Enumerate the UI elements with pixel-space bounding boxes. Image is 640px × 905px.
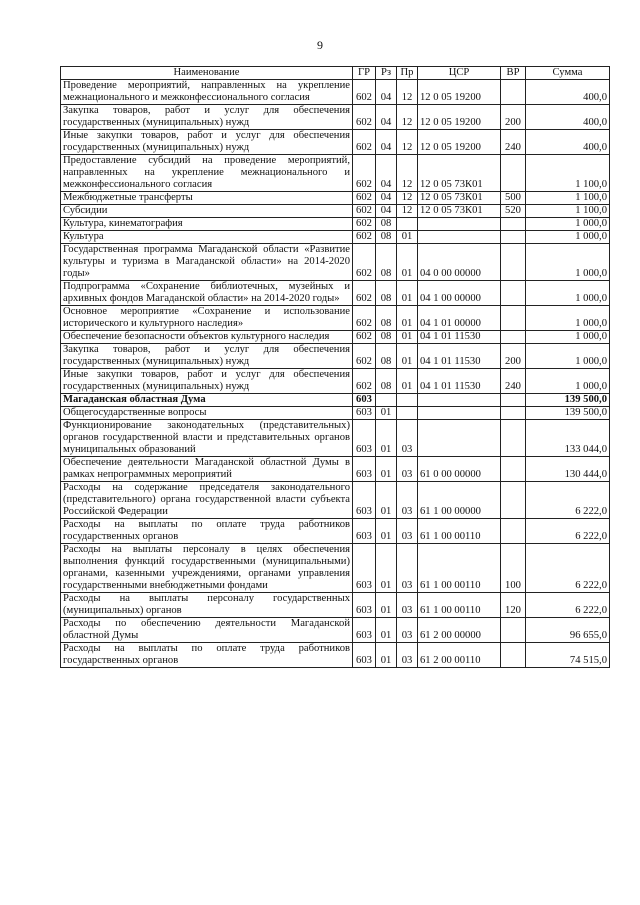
row-name: Расходы на выплаты по оплате труда работников государственных органов xyxy=(61,643,353,668)
row-rz: 01 xyxy=(376,407,397,420)
table-row xyxy=(61,80,610,105)
row-sum: 1 100,0 xyxy=(526,155,610,192)
row-csr xyxy=(418,420,501,457)
row-vr xyxy=(501,618,526,643)
row-sum: 1 100,0 xyxy=(526,192,610,205)
row-gr: 602 xyxy=(353,281,376,306)
row-pr: 01 xyxy=(397,244,418,281)
row-sum: 1 100,0 xyxy=(526,205,610,218)
header-csr: ЦСР xyxy=(418,67,501,80)
row-csr xyxy=(418,218,501,231)
row-name: Расходы на выплаты персоналу государственных (муниципальных) органов xyxy=(61,593,353,618)
row-pr: 03 xyxy=(397,519,418,544)
row-rz xyxy=(376,394,397,407)
row-pr: 12 xyxy=(397,130,418,155)
row-sum: 6 222,0 xyxy=(526,482,610,519)
row-vr xyxy=(501,643,526,668)
row-gr: 603 xyxy=(353,519,376,544)
row-csr: 61 2 00 00000 xyxy=(418,618,501,643)
row-gr: 603 xyxy=(353,618,376,643)
table-row xyxy=(61,407,610,420)
row-name: Расходы на выплаты персоналу в целях обеспечения выполнения функций государственными (муниципальными) органами, казенными учреждениями, органами управления государственными внебюджетными фондами xyxy=(61,544,353,593)
row-gr: 602 xyxy=(353,105,376,130)
row-csr: 61 2 00 00110 xyxy=(418,643,501,668)
table-row xyxy=(61,306,610,331)
row-gr: 602 xyxy=(353,331,376,344)
row-vr xyxy=(501,80,526,105)
row-pr: 12 xyxy=(397,205,418,218)
row-rz: 01 xyxy=(376,420,397,457)
table-row xyxy=(61,457,610,482)
row-rz: 01 xyxy=(376,643,397,668)
row-rz: 01 xyxy=(376,519,397,544)
table-row xyxy=(61,155,610,192)
row-rz: 08 xyxy=(376,231,397,244)
row-csr: 61 1 00 00110 xyxy=(418,544,501,593)
header-vr: ВР xyxy=(501,67,526,80)
row-sum: 1 000,0 xyxy=(526,369,610,394)
header-gr: ГР xyxy=(353,67,376,80)
row-rz: 01 xyxy=(376,482,397,519)
row-vr xyxy=(501,306,526,331)
row-name: Культура, кинематография xyxy=(61,218,353,231)
row-csr: 04 1 00 00000 xyxy=(418,281,501,306)
row-vr xyxy=(501,231,526,244)
row-rz: 04 xyxy=(376,80,397,105)
table-row xyxy=(61,130,610,155)
row-rz: 08 xyxy=(376,281,397,306)
row-name: Закупка товаров, работ и услуг для обеспечения государственных (муниципальных) нужд xyxy=(61,105,353,130)
row-csr: 12 0 05 73К01 xyxy=(418,192,501,205)
row-vr xyxy=(501,482,526,519)
row-csr: 04 0 00 00000 xyxy=(418,244,501,281)
row-csr: 04 1 01 11530 xyxy=(418,369,501,394)
row-rz: 04 xyxy=(376,205,397,218)
header-pr: Пр xyxy=(397,67,418,80)
row-pr xyxy=(397,394,418,407)
row-rz: 04 xyxy=(376,192,397,205)
row-pr: 03 xyxy=(397,593,418,618)
row-name: Обеспечение деятельности Магаданской областной Думы в рамках непрограммных мероприятий xyxy=(61,457,353,482)
row-gr: 602 xyxy=(353,155,376,192)
table-row xyxy=(61,643,610,668)
row-sum: 400,0 xyxy=(526,80,610,105)
row-vr: 240 xyxy=(501,130,526,155)
row-vr xyxy=(501,218,526,231)
row-sum: 6 222,0 xyxy=(526,593,610,618)
row-rz: 08 xyxy=(376,306,397,331)
row-pr: 03 xyxy=(397,420,418,457)
row-vr xyxy=(501,394,526,407)
row-gr: 602 xyxy=(353,244,376,281)
row-csr: 61 1 00 00000 xyxy=(418,482,501,519)
row-gr: 603 xyxy=(353,420,376,457)
row-pr: 03 xyxy=(397,618,418,643)
row-sum: 400,0 xyxy=(526,105,610,130)
row-rz: 08 xyxy=(376,244,397,281)
row-gr: 603 xyxy=(353,457,376,482)
row-sum: 6 222,0 xyxy=(526,544,610,593)
table-row xyxy=(61,618,610,643)
row-gr: 602 xyxy=(353,130,376,155)
row-name: Иные закупки товаров, работ и услуг для обеспечения государственных (муниципальных) нужд xyxy=(61,130,353,155)
row-rz: 08 xyxy=(376,344,397,369)
row-vr xyxy=(501,244,526,281)
row-gr: 602 xyxy=(353,80,376,105)
row-gr: 602 xyxy=(353,231,376,244)
row-rz: 01 xyxy=(376,457,397,482)
row-name: Общегосударственные вопросы xyxy=(61,407,353,420)
row-gr: 602 xyxy=(353,344,376,369)
row-name: Подпрограмма «Сохранение библиотечных, музейных и архивных фондов Магаданской области» на 2014-2020 годы» xyxy=(61,281,353,306)
row-gr: 603 xyxy=(353,407,376,420)
row-name: Межбюджетные трансферты xyxy=(61,192,353,205)
row-csr xyxy=(418,231,501,244)
header-name: Наименование xyxy=(61,67,353,80)
row-name: Магаданская областная Дума xyxy=(61,394,353,407)
row-vr xyxy=(501,420,526,457)
table-header-row xyxy=(61,67,610,80)
row-gr: 602 xyxy=(353,369,376,394)
row-sum: 139 500,0 xyxy=(526,407,610,420)
row-name: Государственная программа Магаданской области «Развитие культуры и туризма в Магаданской области» на 2014-2020 годы» xyxy=(61,244,353,281)
row-name: Культура xyxy=(61,231,353,244)
row-vr xyxy=(501,331,526,344)
row-pr: 12 xyxy=(397,192,418,205)
row-pr: 01 xyxy=(397,231,418,244)
table-row xyxy=(61,192,610,205)
row-name: Предоставление субсидий на проведение мероприятий, направленных на укрепление межнационального и межконфессионального согласия xyxy=(61,155,353,192)
header-sum: Сумма xyxy=(526,67,610,80)
row-pr: 01 xyxy=(397,369,418,394)
row-vr: 500 xyxy=(501,192,526,205)
row-vr xyxy=(501,407,526,420)
table-row xyxy=(61,331,610,344)
row-sum: 130 444,0 xyxy=(526,457,610,482)
row-csr: 04 1 01 00000 xyxy=(418,306,501,331)
row-rz: 01 xyxy=(376,544,397,593)
table-row xyxy=(61,369,610,394)
row-pr: 03 xyxy=(397,482,418,519)
table-row xyxy=(61,105,610,130)
row-gr: 602 xyxy=(353,205,376,218)
row-pr xyxy=(397,407,418,420)
row-sum: 96 655,0 xyxy=(526,618,610,643)
row-rz: 01 xyxy=(376,618,397,643)
row-pr: 01 xyxy=(397,344,418,369)
row-name: Субсидии xyxy=(61,205,353,218)
row-vr: 240 xyxy=(501,369,526,394)
row-vr: 200 xyxy=(501,105,526,130)
row-name: Иные закупки товаров, работ и услуг для обеспечения государственных (муниципальных) нужд xyxy=(61,369,353,394)
row-sum: 1 000,0 xyxy=(526,306,610,331)
row-csr xyxy=(418,407,501,420)
table-row xyxy=(61,218,610,231)
row-sum: 1 000,0 xyxy=(526,218,610,231)
row-gr: 603 xyxy=(353,593,376,618)
row-vr: 200 xyxy=(501,344,526,369)
row-pr: 03 xyxy=(397,457,418,482)
row-gr: 602 xyxy=(353,306,376,331)
row-pr: 12 xyxy=(397,155,418,192)
row-sum: 1 000,0 xyxy=(526,244,610,281)
row-pr: 03 xyxy=(397,544,418,593)
row-gr: 603 xyxy=(353,482,376,519)
row-sum: 74 515,0 xyxy=(526,643,610,668)
row-csr: 12 0 05 73К01 xyxy=(418,205,501,218)
row-rz: 08 xyxy=(376,218,397,231)
row-vr: 120 xyxy=(501,593,526,618)
row-pr: 01 xyxy=(397,281,418,306)
page-number: 9 xyxy=(317,38,323,52)
row-name: Проведение мероприятий, направленных на укрепление межнационального и межконфессионального согласия xyxy=(61,80,353,105)
row-rz: 04 xyxy=(376,130,397,155)
row-name: Расходы на выплаты по оплате труда работников государственных органов xyxy=(61,519,353,544)
row-sum: 1 000,0 xyxy=(526,281,610,306)
budget-table xyxy=(60,66,610,668)
row-vr xyxy=(501,457,526,482)
row-vr: 520 xyxy=(501,205,526,218)
row-csr: 12 0 05 19200 xyxy=(418,105,501,130)
row-sum: 6 222,0 xyxy=(526,519,610,544)
row-pr xyxy=(397,218,418,231)
header-rz: Рз xyxy=(376,67,397,80)
row-name: Функционирование законодательных (представительных) органов государственной власти и представительных органов муниципальных образований xyxy=(61,420,353,457)
table-row xyxy=(61,420,610,457)
row-name: Основное мероприятие «Сохранение и использование исторического и культурного наследия» xyxy=(61,306,353,331)
row-rz: 08 xyxy=(376,331,397,344)
table-row xyxy=(61,519,610,544)
row-name: Расходы на содержание председателя законодательного (представительного) органа государственной власти субъекта Российской Федерации xyxy=(61,482,353,519)
row-gr: 603 xyxy=(353,643,376,668)
row-pr: 12 xyxy=(397,105,418,130)
row-csr xyxy=(418,394,501,407)
row-csr: 04 1 01 11530 xyxy=(418,331,501,344)
row-sum: 1 000,0 xyxy=(526,331,610,344)
row-gr: 603 xyxy=(353,394,376,407)
row-rz: 01 xyxy=(376,593,397,618)
row-rz: 04 xyxy=(376,105,397,130)
row-pr: 01 xyxy=(397,306,418,331)
row-name: Расходы по обеспечению деятельности Магаданской областной Думы xyxy=(61,618,353,643)
table-row xyxy=(61,281,610,306)
row-vr xyxy=(501,519,526,544)
row-csr: 61 1 00 00110 xyxy=(418,593,501,618)
row-csr: 12 0 05 73К01 xyxy=(418,155,501,192)
table-row xyxy=(61,205,610,218)
row-sum: 1 000,0 xyxy=(526,344,610,369)
row-pr: 03 xyxy=(397,643,418,668)
row-name: Обеспечение безопасности объектов культурного наследия xyxy=(61,331,353,344)
table-row xyxy=(61,344,610,369)
table-row xyxy=(61,544,610,593)
row-gr: 603 xyxy=(353,544,376,593)
table-row xyxy=(61,482,610,519)
row-sum: 133 044,0 xyxy=(526,420,610,457)
row-rz: 08 xyxy=(376,369,397,394)
row-vr xyxy=(501,155,526,192)
row-gr: 602 xyxy=(353,218,376,231)
table-row xyxy=(61,244,610,281)
row-vr: 100 xyxy=(501,544,526,593)
row-rz: 04 xyxy=(376,155,397,192)
row-csr: 61 0 00 00000 xyxy=(418,457,501,482)
table-row xyxy=(61,593,610,618)
row-csr: 12 0 05 19200 xyxy=(418,130,501,155)
row-pr: 01 xyxy=(397,331,418,344)
row-gr: 602 xyxy=(353,192,376,205)
row-vr xyxy=(501,281,526,306)
row-sum: 139 500,0 xyxy=(526,394,610,407)
row-name: Закупка товаров, работ и услуг для обеспечения государственных (муниципальных) нужд xyxy=(61,344,353,369)
row-csr: 61 1 00 00110 xyxy=(418,519,501,544)
row-pr: 12 xyxy=(397,80,418,105)
row-csr: 04 1 01 11530 xyxy=(418,344,501,369)
table-row xyxy=(61,394,610,407)
row-csr: 12 0 05 19200 xyxy=(418,80,501,105)
row-sum: 1 000,0 xyxy=(526,231,610,244)
row-sum: 400,0 xyxy=(526,130,610,155)
table-row xyxy=(61,231,610,244)
